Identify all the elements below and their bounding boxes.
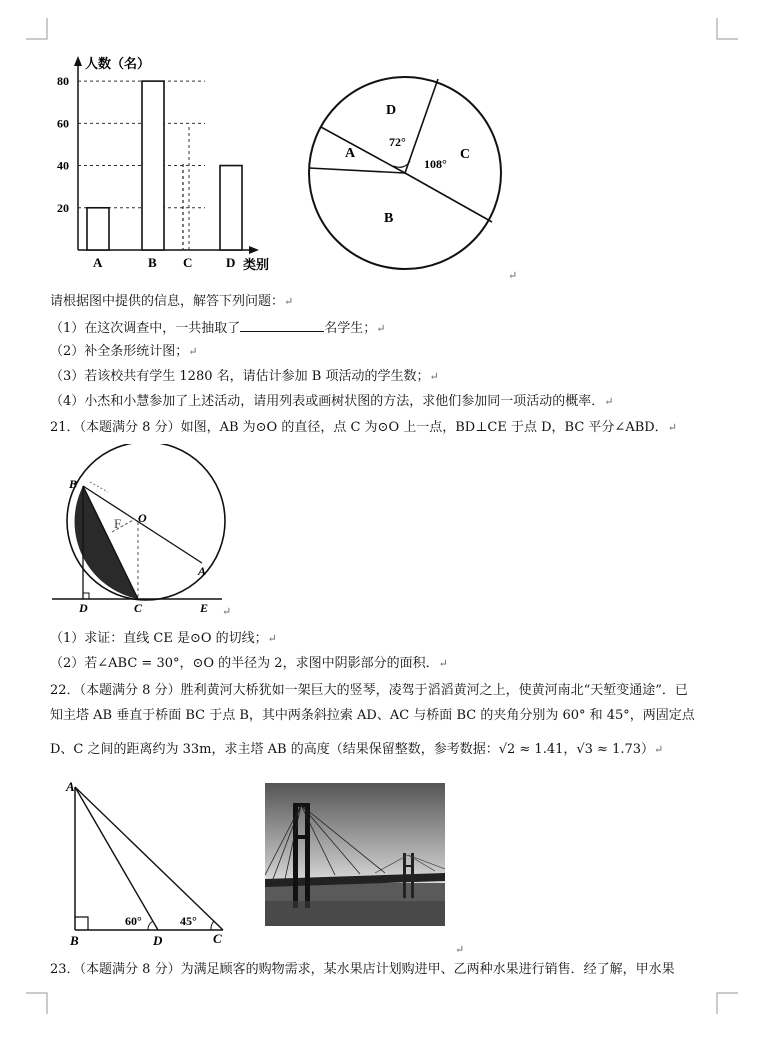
pie-label-d: D [386, 103, 397, 118]
bridge-photo [265, 783, 445, 926]
x-category-label: A [93, 255, 103, 270]
point-label-o: O [138, 511, 147, 525]
shaded-segment [75, 486, 138, 599]
q21-part2: （2）若∠ABC = 30°，⊙O 的半径为 2，求图中阴影部分的面积． [50, 656, 439, 671]
q22-line3: D、C 之间的距离约为 33m，求主塔 AB 的高度（结果保留整数，参考数据：√2 ≈ 1.41，√3 ≈ 1.73） [50, 742, 655, 757]
paragraph-mark: ↵ [284, 295, 294, 308]
y-tick-label: 20 [57, 200, 69, 215]
q23-line1: 23．（本题满分 8 分）为满足顾客的购物需求，某水果店计划购进甲、乙两种水果进行销售．经了解，甲水果 [50, 962, 675, 977]
angle-arc-45 [211, 921, 214, 930]
q20-part2: （2）补全条形统计图； [50, 344, 189, 359]
point-label-b: B [70, 933, 79, 948]
x-category-label: B [148, 255, 157, 270]
point-label-b: B [69, 477, 78, 491]
right-angle-mark [75, 917, 88, 930]
paragraph-mark: ↵ [429, 370, 439, 383]
corner-mark-bottom-right [716, 992, 738, 1014]
q21-part1: （1）求证：直线 CE 是⊙O 的切线； [50, 631, 268, 646]
x-axis-arrow [249, 246, 259, 254]
bar-d [220, 166, 242, 250]
q20-intro: 请根据图中提供的信息，解答下列问题： [50, 294, 285, 309]
point-label-a: A [66, 779, 75, 794]
pie-divider-ba [309, 168, 405, 173]
point-label-c: C [134, 601, 143, 615]
corner-mark-top-left [26, 18, 48, 40]
y-axis-title: 人数（名） [85, 56, 151, 71]
q21-circle-figure [50, 444, 230, 619]
pie-divider-cb [405, 173, 492, 222]
angle-arc-60 [148, 921, 153, 930]
bridge-photo-drawing [265, 783, 445, 926]
bar-chart [55, 52, 285, 277]
point-label-a: A [198, 564, 207, 578]
y-tick-label: 80 [57, 74, 69, 89]
paragraph-mark: ↵ [267, 632, 277, 645]
q20-part1-suffix: 名学生； [324, 321, 377, 336]
y-tick-label: 40 [57, 158, 69, 173]
pie-chart [300, 70, 510, 280]
pie-label-b: B [384, 211, 394, 226]
pie-label-a: A [345, 146, 356, 161]
pie-angle-c: 108° [424, 157, 447, 171]
paragraph-mark: ↵ [188, 345, 198, 358]
q20-part3: （3）若该校共有学生 1280 名，请估计参加 B 项活动的学生数； [50, 369, 430, 384]
q20-part4: （4）小杰和小慧参加了上述活动，请用列表或画树状图的方法，求他们参加同一项活动的概率． [50, 394, 605, 409]
point-label-c: C [213, 931, 222, 946]
x-category-label: C [183, 255, 193, 270]
angle-label-60: 60° [125, 914, 142, 928]
q21-stem: 21．（本题满分 8 分）如图，AB 为⊙O 的直径，点 C 为⊙O 上一点，BD⊥CE 于点 D，BC 平分∠ABD． [50, 420, 668, 435]
q20-part1: （1）在这次调查中，一共抽取了 [50, 321, 241, 336]
paragraph-mark: ↵ [667, 421, 677, 434]
paragraph-mark: ↵ [654, 743, 664, 756]
corner-mark-top-right [716, 18, 738, 40]
paragraph-mark: ↵ [376, 322, 386, 335]
angle-label-45: 45° [180, 914, 197, 928]
paragraph-mark: ↵ [222, 605, 232, 618]
point-label-f: F [114, 516, 122, 531]
pie-angle-d: 72° [389, 135, 406, 149]
pie-label-c: C [460, 147, 471, 162]
pencil-mark [90, 482, 108, 492]
bar-a [87, 208, 109, 250]
paragraph-mark: ↵ [438, 657, 448, 670]
pie-divider-ad [321, 127, 405, 173]
point-label-e: E [200, 601, 209, 615]
y-tick-label: 60 [57, 116, 69, 131]
cable-ad [75, 787, 158, 930]
point-label-d: D [153, 933, 163, 948]
bar-b [142, 81, 164, 250]
paragraph-mark: ↵ [604, 395, 614, 408]
paragraph-mark: ↵ [508, 269, 518, 282]
cable-ac [75, 787, 223, 930]
q22-triangle-figure [60, 775, 235, 950]
point-label-d: D [79, 601, 88, 615]
y-axis-arrow [74, 56, 82, 66]
q22-line2: 知主塔 AB 垂直于桥面 BC 于点 B，其中两条斜拉索 AD、AC 与桥面 BC 的夹角分别为 60° 和 45°，两固定点 [50, 708, 695, 723]
corner-mark-bottom-left [26, 992, 48, 1014]
paragraph-mark: ↵ [455, 943, 465, 956]
x-axis-title: 类别 [243, 257, 270, 272]
answer-blank[interactable] [240, 319, 324, 332]
q22-line1: 22．（本题满分 8 分）胜利黄河大桥犹如一架巨大的竖琴，凌驾于滔滔黄河之上，使黄河南北“天堑变通途”．已 [50, 683, 688, 698]
x-category-label: D [226, 255, 236, 270]
right-angle-mark [83, 593, 89, 599]
